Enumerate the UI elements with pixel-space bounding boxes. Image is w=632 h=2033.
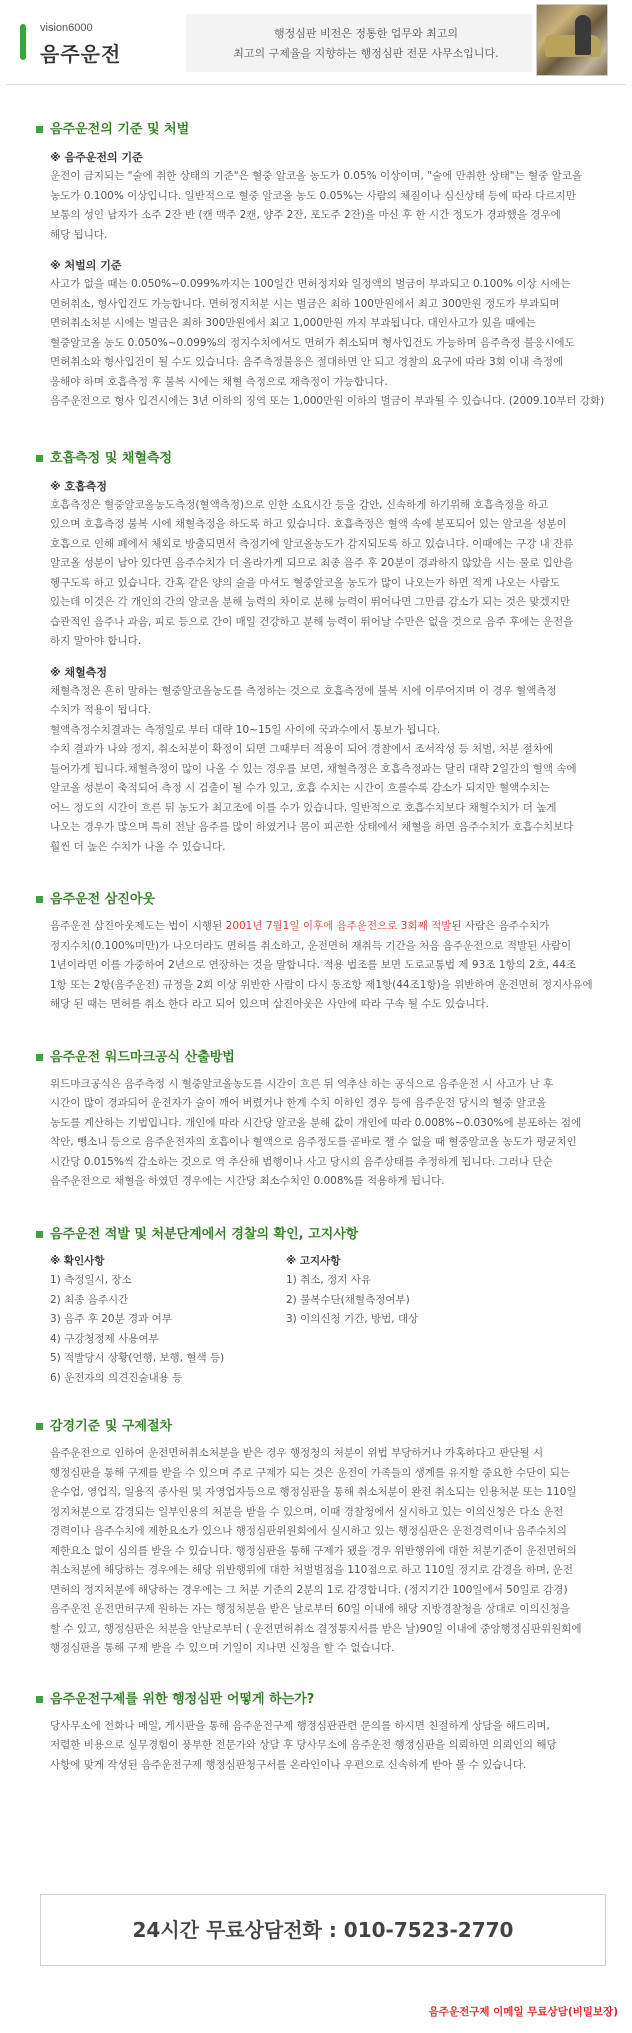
header-desc-line: 행정심판 비전은 정통한 업무와 최고의 bbox=[273, 27, 458, 40]
text-line: 1항 또는 2항(음주운전) 규정을 2회 이상 위반한 사람이 다시 동조항 제1항(44조1항)을 위반하여 운전면허 정지사유에 bbox=[50, 978, 593, 991]
text-line: 위드마크공식은 음주측정 시 혈중알코올농도를 시간이 흐른 뒤 역추산 하는 공식으로 음주운전 시 사고가 난 후 bbox=[50, 1077, 554, 1090]
sub-title: ※ 음주운전의 기준 bbox=[50, 151, 143, 164]
paragraph-line bbox=[50, 917, 618, 937]
paragraph bbox=[36, 1717, 618, 1776]
text-line: 3) 음주 후 20분 경과 여부 bbox=[50, 1313, 172, 1325]
text-line: 헹구도록 하고 있습니다. 간혹 같은 양의 술을 마셔도 혈중알코올 농도가 많이 나오는가 하면 적게 나오는 사람도 bbox=[50, 576, 560, 589]
text-line: 사고가 없을 때는 0.050%~0.099%까지는 100일간 면허정지와 일정액의 벌금이 부과되고 0.100% 이상 시에는 bbox=[50, 278, 571, 290]
header-desc-line: 최고의 구제율을 지향하는 행정심판 전문 사무소입니다. bbox=[233, 47, 499, 60]
section-three-strikes bbox=[0, 891, 632, 1015]
section-title: 호흡측정 및 채혈측정 bbox=[36, 450, 618, 468]
text-line: 1년이라면 이를 가중하여 2년으로 연장하는 것을 말합니다. 적용 법조를 보면 도로교통법 제 93조 1항의 2호, 44조 bbox=[50, 959, 577, 971]
text-line: 혈중알코올 농도 0.050%~0.099%의 정지수치에서도 면허가 취소되며 형사입건도 가능하며 음주측정 불응시에도 bbox=[50, 336, 575, 349]
text-line: 시간이 많이 경과되어 운전자가 술이 깨어 버렸거나 한계 수치 이하인 경우 등에 음주운전 당시의 혈중 알코올 bbox=[50, 1097, 547, 1109]
text-line: 취소처분에 해당하는 경우에는 해당 위반행위에 대한 처벌벌점을 110점으로 하고 110일 정지로 감경을 하며, 운전 bbox=[50, 1564, 573, 1576]
phone-number[interactable]: 24시간 무료상담전화 : 010-7523-2770 bbox=[132, 1918, 514, 1942]
header-desc bbox=[216, 24, 516, 64]
text-line: 음주운전으로 인하여 운전면허취소처분을 받은 경우 행정청의 처분이 위법 부당하거나 가혹하다고 판단될 시 bbox=[50, 1447, 544, 1459]
paragraph-lines bbox=[50, 937, 618, 1015]
section-title: 감경기준 및 구제절차 bbox=[36, 1418, 618, 1436]
section-widmark bbox=[0, 1049, 632, 1192]
text-line: 습관적인 음주나 과음, 피로 등으로 간이 매일 건강하고 분해 능력이 뛰어날 수만은 없을 것으로 음주 후에는 운전을 bbox=[50, 615, 574, 628]
text-line: 수치 결과가 나와 정지, 취소처분이 확정이 되면 그때부터 적용이 되어 경찰에서 조서작성 등 처벌, 처분 절차에 bbox=[50, 743, 554, 755]
text-line: 음주운전 운전면허구제 원하는 자는 행정처분을 받은 날로부터 60일 이내에 해당 지방경찰청을 상대로 이의신청을 bbox=[50, 1603, 570, 1615]
text-line: 호흡측정은 혈중알코올농도측정(혈액측정)으로 인한 소요시간 등을 감안, 신속하게 하기위해 호흡측정을 하고 bbox=[50, 498, 549, 511]
text-line: 훨씬 더 높은 수치가 나올 수 있습니다. bbox=[50, 840, 226, 853]
text-line: 1) 측정일시, 장소 bbox=[50, 1274, 132, 1286]
person-shape bbox=[575, 15, 591, 55]
text-line: 농도를 계산하는 기법입니다. 개인에 따라 시간당 알코올 분해 값이 개인에 따라 0.008%~0.030%에 분포하는 점에 bbox=[50, 1116, 582, 1129]
paragraph bbox=[36, 682, 618, 858]
text-line: 면허취소와 형사입건이 될 수도 있습니다. 음주측정불응은 절대하면 안 되고 경찰의 요구에 따라 3회 이내 측정에 bbox=[50, 356, 564, 368]
text-line: 경력이나 음주수치에 제한요소가 있으나 행정심판위원회에서 실시하고 있는 행정심판은 운전경력이나 음주수치의 bbox=[50, 1525, 567, 1537]
text-line: 음주운전으로 채혈을 하였던 경우에는 시간당 최소수치인 0.008%를 적용하게 됩니다. bbox=[50, 1175, 445, 1187]
text-line: 할 수 있고, 행정심판은 처분을 안날로부터 ( 운전면허취소 결정통지서를 받은 날)90일 이내에 중앙행정심판위원회에 bbox=[50, 1622, 582, 1635]
text-line: 행정심판을 통해 구제 받을 수 있으며 기일이 지나면 신청을 할 수 없습니다. bbox=[50, 1642, 395, 1654]
text-line: 농도가 0.100% 이상입니다. 일반적으로 혈중 알코올 농도 0.05%는 사람의 체질이나 심신상태 등에 따라 다르지만 bbox=[50, 189, 576, 202]
highlight-text: 2001년 7월1일 이후에 음주운전으로 3회째 적발 bbox=[225, 920, 452, 932]
sub-title: ※ 처벌의 기준 bbox=[50, 259, 122, 272]
paragraph bbox=[36, 275, 618, 412]
text-line: 5) 적발당시 상황(언행, 보행, 혈색 등) bbox=[50, 1352, 225, 1364]
text-line: 제한요소 없이 심의를 받을 수 있습니다. 행정심판을 통해 구제가 됐을 경우 위반행위에 대한 처분기준이 운전면허의 bbox=[50, 1544, 577, 1557]
paragraph bbox=[36, 167, 618, 245]
section-criteria bbox=[0, 121, 632, 412]
header-subtitle: vision6000 bbox=[40, 22, 93, 34]
header-photo-image bbox=[536, 4, 608, 76]
section-measurement bbox=[0, 450, 632, 858]
check-list bbox=[50, 1271, 286, 1388]
text-line: 나오는 경우가 많으며 특히 전날 음주를 많이 하였거나 몸이 피곤한 상태에서 채혈을 하면 음주수치가 호흡수치보다 bbox=[50, 821, 574, 833]
text-span: 음주운전 삼진아웃제도는 법이 시행된 bbox=[50, 920, 226, 932]
phone-box bbox=[40, 1894, 606, 1966]
text-line: 알코올 성분이 남아 있다면 음주수치가 더 올라가게 되므로 최종 음주 후 20분이 경과하지 않았을 시는 물로 입안을 bbox=[50, 557, 574, 569]
text-line: 해당 된 때는 면허를 취소 한다 라고 되어 있으며 삼진아웃은 사안에 따라 구속 될 수도 있습니다. bbox=[50, 998, 489, 1010]
section-title: 음주운전의 기준 및 처벌 bbox=[36, 121, 618, 139]
text-line: 혈액측정수치결과는 측정일로 부터 대략 10~15일 사이에 국과수에서 통보가 됩니다. bbox=[50, 723, 441, 736]
page-title: 음주운전 bbox=[40, 42, 122, 66]
text-line: 보통의 성인 남자가 소주 2잔 반 (캔 맥주 2캔, 양주 2잔, 포도주 2잔)을 마신 후 한 시간 정도가 경과했을 경우에 bbox=[50, 209, 561, 221]
text-line: 운전이 금지되는 "술에 취한 상태의 기준"은 혈중 알코올 농도가 0.05% 이상이며, "술에 만취한 상태"는 혈중 알코올 bbox=[50, 170, 583, 182]
column-heading: ※ 고지사항 bbox=[286, 1254, 341, 1267]
text-line: 해당 됩니다. bbox=[50, 228, 108, 241]
text-line: 들어가게 됩니다.채혈측정이 많이 나올 수 있는 경우를 보면, 채혈측정은 호흡측정과는 달리 대략 2일간의 혈액 속에 bbox=[50, 762, 577, 775]
header bbox=[6, 0, 626, 85]
text-line: 알코올 성분이 축적되어 측정 시 검출이 될 수가 있고, 호흡 수치는 시간이 흐를수록 감소가 되지만 혈액수치는 bbox=[50, 782, 550, 794]
text-line: 면허의 정지처분에 해당하는 경우에는 그 처분 기준의 2분의 1로 감경합니다. (정지기간 100일에서 50일로 감경) bbox=[50, 1583, 568, 1596]
section-how-to bbox=[0, 1691, 632, 1776]
paragraph bbox=[36, 1444, 618, 1659]
section-police-checks bbox=[0, 1226, 632, 1389]
paragraph bbox=[36, 1075, 618, 1192]
text-line: 면허취소처분 시에는 벌금은 최하 300만원에서 최고 1,000만원 까지 부과됩니다. 대인사고가 있을 때에는 bbox=[50, 317, 536, 329]
text-line: 운수업, 영업직, 일용직 종사원 및 자영업자등으로 행정심판을 통해 취소처분이 완전 취소되는 인용처분 또는 110일 bbox=[50, 1486, 577, 1498]
text-line: 응해야 하며 호흡측정 후 불복 시에는 채혈 측정으로 재측정이 가능합니다. bbox=[50, 375, 388, 388]
text-line: 시간당 0.015%씩 감소하는 것으로 역 추산해 범행이나 사고 당시의 음주상태를 추정하게 됩니다. 그러나 단순 bbox=[50, 1155, 553, 1168]
text-line: 있는데 이것은 각 개인의 간의 알코올 분해 능력의 차이로 분해 능력이 뛰어나면 그만큼 감소가 되는 것은 맞겠지만 bbox=[50, 596, 570, 608]
section-title: 음주운전 워드마크공식 산출방법 bbox=[36, 1049, 618, 1067]
section-title: 음주운전구제를 위한 행정심판 어떻게 하는가? bbox=[36, 1691, 618, 1709]
text-line: 수치가 적용이 됩니다. bbox=[50, 704, 152, 716]
text-line: 음주운전으로 형사 입건시에는 3년 이하의 징역 또는 1,000만원 이하의 벌금이 부과될 수 있습니다. (2009.10부터 강화) bbox=[50, 395, 605, 407]
text-line: 3) 이의신청 기간, 방법, 대상 bbox=[286, 1313, 419, 1325]
text-line: 어느 정도의 시간이 흐른 뒤 농도가 최고조에 이를 수가 있습니다. 일반적으로 호흡수치보다 채혈수치가 더 높게 bbox=[50, 801, 557, 814]
sub-title: ※ 호흡측정 bbox=[50, 479, 108, 493]
text-line: 채혈측정은 흔히 말하는 혈중알코올농도를 측정하는 것으로 호흡측정에 불복 시에 이루어지며 이 경우 혈액측정 bbox=[50, 684, 557, 697]
text-line: 1) 취소, 정지 사유 bbox=[286, 1274, 371, 1286]
check-column-left bbox=[50, 1252, 286, 1389]
text-line: 정지수치(0.100%미만)가 나오더라도 면허를 취소하고, 운전면허 재취득 기간을 처음 음주운전으로 적발된 사람이 bbox=[50, 939, 572, 952]
section-title: 음주운전 삼진아웃 bbox=[36, 891, 618, 909]
text-line: 6) 운전자의 의견진술내용 등 bbox=[50, 1371, 183, 1384]
section-title: 음주운전 적발 및 처분단계에서 경찰의 확인, 고지사항 bbox=[36, 1226, 618, 1244]
text-line: 호흡으로 인해 폐에서 체외로 방출되면서 측정기에 알코올농도가 감지되도록 하고 있습니다. 이때에는 구강 내 잔류 bbox=[50, 537, 574, 550]
sub-title: ※ 채혈측정 bbox=[50, 665, 108, 679]
text-line: 저렴한 비용으로 실무경험이 풍부한 전문가와 상담 후 당사무소에 음주운전 행정심판을 의뢰하면 의뢰인의 해당 bbox=[50, 1739, 557, 1751]
text-line: 면허취소, 형사입건도 가능합니다. 면허정지처분 시는 벌금은 최하 100만원에서 최고 300만원 정도가 부과되며 bbox=[50, 297, 560, 310]
text-line: 착안, 뺑소니 등으로 음주운전자의 호흡이나 혈액으로 음주정도를 곧바로 잴 수 없을 때 혈중알코올 농도가 평균치인 bbox=[50, 1136, 577, 1148]
notice-list bbox=[286, 1271, 522, 1330]
paragraph bbox=[36, 917, 618, 1015]
text-line: 2) 최종 음주시간 bbox=[50, 1293, 129, 1306]
check-column-right bbox=[286, 1252, 522, 1389]
paragraph bbox=[36, 496, 618, 652]
text-line: 2) 불복수단(채혈측정여부) bbox=[286, 1293, 410, 1306]
text-line: 당사무소에 전화나 메일, 게시판을 통해 음주운전구제 행정심판관련 문의를 하시면 친절하게 상담을 해드리며, bbox=[50, 1719, 550, 1732]
text-line: 4) 구강청정제 사용여부 bbox=[50, 1332, 159, 1345]
text-line: 정지처분으로 감경되는 일부인용의 처분을 받을 수 있으며, 이때 경찰청에서 실시하고 있는 이의신청은 다소 운전 bbox=[50, 1505, 564, 1518]
check-columns bbox=[36, 1252, 618, 1389]
text-line: 있으며 호흡측정 불복 시에 채혈측정을 하도록 하고 있습니다. 호흡측정은 혈액 속에 분포되어 있는 알코올 성분이 bbox=[50, 518, 567, 530]
column-heading: ※ 확인사항 bbox=[50, 1254, 105, 1267]
header-accent-bar bbox=[20, 24, 26, 60]
email-consult-link[interactable]: 음주운전구제 이메일 무료상담(비밀보장) bbox=[428, 2006, 618, 2018]
section-relief bbox=[0, 1418, 632, 1659]
text-line: 하지 말아야 합니다. bbox=[50, 635, 142, 647]
text-line: 사항에 맞게 작성된 음주운전구제 행정심판청구서를 온라인이나 우편으로 신속하게 받아 볼 수 있습니다. bbox=[50, 1758, 527, 1771]
text-span: 된 사람은 음주수치가 bbox=[451, 920, 550, 932]
text-line: 행정심판을 통해 구제를 받을 수 있으며 주로 구제가 되는 것은 운전이 가족들의 생계를 유지할 중요한 수단이 되는 bbox=[50, 1466, 570, 1479]
car-shape bbox=[545, 35, 601, 57]
